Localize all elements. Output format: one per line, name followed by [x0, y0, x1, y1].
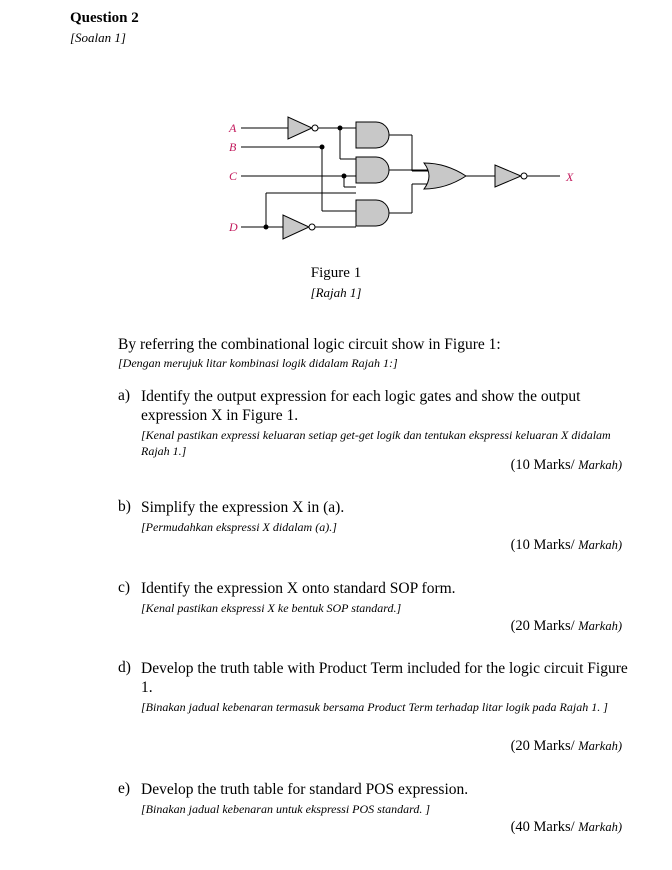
marks-label: (20 Marks/ Markah) [510, 738, 622, 754]
input-label-d: D [229, 220, 238, 234]
input-label-b: B [229, 140, 237, 154]
question-letter: e) [118, 780, 131, 797]
question-item [118, 659, 628, 715]
question-letter: b) [118, 498, 131, 515]
marks-label: (40 Marks/ Markah) [510, 819, 622, 835]
question-text: Identify the expression X onto standard SOP form. [141, 580, 456, 597]
question-text: Simplify the expression X in (a). [141, 499, 345, 516]
question-item [118, 387, 628, 459]
question-letter: a) [118, 387, 131, 404]
intro-translation: [Dengan merujuk litar kombinasi logik didalam Rajah 1:] [118, 356, 398, 370]
figure-caption: Figure 1 [310, 265, 362, 281]
question-translation: [Kenal pastikan ekspressi X ke bentuk SOP standard.] [141, 601, 402, 615]
question-letter: d) [118, 659, 131, 676]
marks-label: (10 Marks/ Markah) [510, 537, 622, 553]
question-item [118, 579, 628, 616]
question-text: Identify the output expression for each logic gates and show the output expression X in Figure 1. [141, 388, 581, 424]
logic-circuit-diagram [0, 0, 672, 260]
question-text: Develop the truth table for standard POS expression. [141, 781, 469, 798]
question-item [118, 498, 628, 535]
question-translation: [Binakan jadual kebenaran untuk ekspressi POS standard. ] [141, 802, 431, 816]
question-heading: Question 2 [70, 10, 139, 26]
input-label-a: A [229, 121, 237, 135]
output-label-x: X [566, 170, 574, 184]
input-label-c: C [229, 169, 238, 183]
question-translation: [Permudahkan ekspressi X didalam (a).] [141, 520, 337, 534]
intro-text: By referring the combinational logic circuit show in Figure 1: [118, 336, 501, 353]
figure-caption-translation: [Rajah 1] [310, 285, 362, 300]
question-item [118, 780, 628, 817]
question-translation: [Binakan jadual kebenaran termasuk bersama Product Term terhadap litar logik pada Rajah 1. ] [141, 700, 608, 714]
question-translation: [Kenal pastikan expressi keluaran setiap get-get logik dan tentukan ekspressi keluaran X didalam Rajah 1.] [141, 428, 611, 458]
marks-label: (10 Marks/ Markah) [510, 457, 622, 473]
question-heading-translation: [Soalan 1] [70, 30, 126, 45]
question-letter: c) [118, 579, 131, 596]
marks-label: (20 Marks/ Markah) [510, 618, 622, 634]
question-text: Develop the truth table with Product Term included for the logic circuit Figure 1. [141, 660, 628, 696]
